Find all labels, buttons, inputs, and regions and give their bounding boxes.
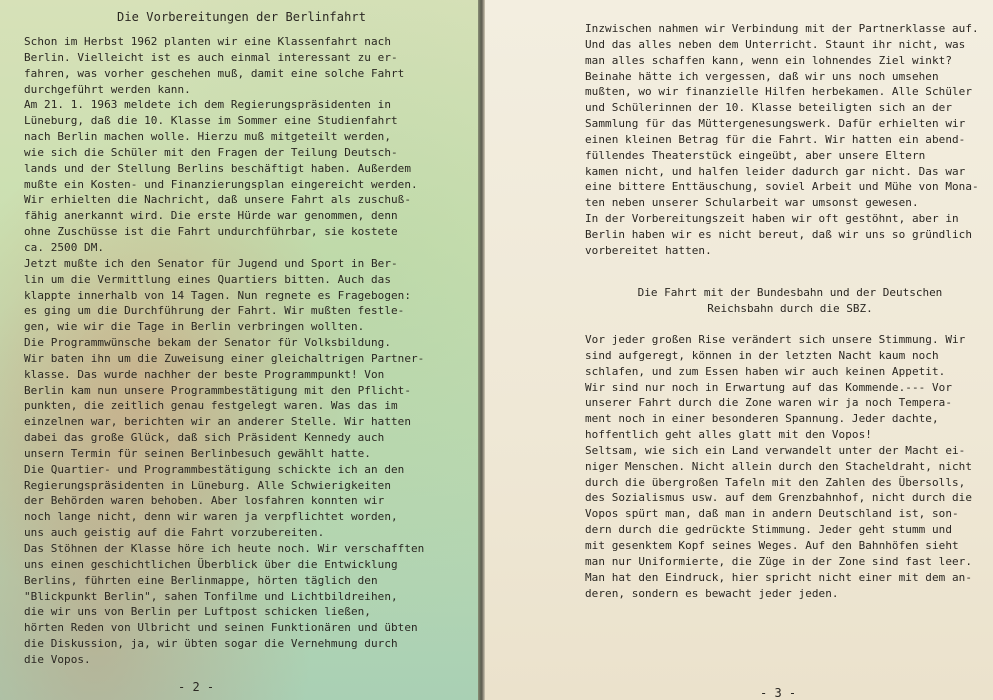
section-heading: Die Fahrt mit der Bundesbahn und der Deutschen Reichsbahn durch die SBZ. bbox=[637, 286, 943, 315]
page-number: - 3 - bbox=[760, 686, 797, 700]
right-page bbox=[485, 0, 993, 700]
page-body-text-bottom: Vor jeder großen Rise verändert sich unsere Stimmung. Wir sind aufgeregt, können in der letzten Nacht kaum noch schlafen, und zum Essen haben wir auch keinen Appetit. Wir sind nur noch in Erwartung auf das Kommende.--- Vor unserer Fahrt durch die Zone waren wir ja noch Tempera- ment noch in einer besonderen Spannung. Jeder dachte, hoffentlich geht alles glatt mit den Vopos! Seltsam, wie sich ein Land verwandelt unter der Macht ei- niger Menschen. Nicht allein durch den Stacheldraht, nicht durch die übergroßen Tafeln mit den Zahlen des Übersolls, des Sozialismus usw. auf dem Grenzbahnhof, nicht durch die Vopos spürt man, daß man in andern Deutschland ist, son- dern durch die gedrückte Stimmung. Jeder geht stumm und mit gesenktem Kopf seines Weges. Auf den Bahnhöfen sieht man nur Uniformierte, die Züge in der Zone sind fast leer. Man hat den Eindruck, hier spricht nicht einer mit dem an- deren, sondern es bewacht jeder jeden. bbox=[585, 333, 973, 600]
page-body-text: Schon im Herbst 1962 planten wir eine Klassenfahrt nach Berlin. Vielleicht ist es auch einmal interessant zu er- fahren, was vorher geschehen muß, damit eine solche Fahrt durchgeführt werden kann. Am 21. 1. 1963 meldete ich dem Regierungspräsidenten in Lüneburg, daß die 10. Klasse im Sommer eine Studienfahrt nach Berlin machen wolle. Hierzu muß mitgeteilt werden, wie sich die Schüler mit den Fragen der Teilung Deutsch- lands und der Stellung Berlins beschäftigt haben. Außerdem mußte ein Kosten- und Finanzierungsplan eingereicht werden. Wir erhielten die Nachricht, daß unsere Fahrt als zuschuß- fähig anerkannt wird. Die erste Hürde war genommen, denn ohne Zuschüsse ist die Fahrt undurchführbar, sie kostete ca. 2500 DM. Jetzt mußte ich den Senator für Jugend und Sport in Ber- lin um die Vermittlung eines Quartiers bitten. Auch das klappte innerhalb von 14 Tagen. Nun regnete es Fragebogen: es ging um die Durchführung der Fahrt. Wir mußten festle- gen, wie wir die Tage in Berlin verbringen wollten. Die Programmwünsche bekam der Senator für Volksbildung. Wir baten ihn um die Zuweisung einer gleichaltrigen Partner- klasse. Das wurde nachher der beste Programmpunkt! Von Berlin kam nun unsere Programmbestätigung mit den Pflicht- punkten, die zeitlich genau festgelegt waren. Was das im einzelnen war, berichten wir an anderer Stelle. Wir hatten dabei das große Glück, daß sich Präsident Kennedy auch unsern Termin für seinen Berlinbesuch gewählt hatte. Die Quartier- und Programmbestätigung schickte ich an den Regierungspräsidenten in Lüneburg. Alle Schwierigkeiten der Behörden waren behoben. Aber losfahren konnten wir noch lange nicht, denn wir waren ja verpflichtet worden, uns auch geistig auf die Fahrt vorzubereiten. Das Stöhnen der Klasse höre ich heute noch. Wir verschafften uns einen geschichtlichen Überblick über die Entwicklung Berlins, führten eine Berlinmappe, hörten täglich den "Blickpunkt Berlin", sahen Tonfilme und Lichtbildreihen, die wir uns von Berlin per Luftpost schicken ließen, hörten Reden von Ulbricht und seinen Funktionären und übten die Diskussion, ja, wir übten sogar die Vernehmung durch die Vopos. bbox=[24, 35, 425, 666]
page-number: - 2 - bbox=[178, 680, 215, 694]
page-heading: Die Vorbereitungen der Berlinfahrt bbox=[117, 10, 367, 24]
page-body-text-top: Inzwischen nahmen wir Verbindung mit der Partnerklasse auf. Und das alles neben dem Unterricht. Staunt ihr nicht, was man alles schaffen kann, wenn ein lohnendes Ziel winkt? Beinahe hätte ich vergessen, daß wir uns noch umsehen mußten, wo wir finanzielle Hilfen herbekamen. Alle Schüler und Schülerinnen der 10. Klasse beteiligten sich an der Sammlung für das Müttergenesungswerk. Dafür erhielten wir einen kleinen Betrag für die Fahrt. Wir hatten ein abend- füllendes Theaterstück eingeübt, aber unsere Eltern kamen nicht, und halfen leider dadurch gar nicht. Das war eine bittere Enttäuschung, soviel Arbeit und Mühe von Mona- ten neben unserer Schularbeit war umsonst gewesen. In der Vorbereitungszeit haben wir oft gestöhnt, aber in Berlin haben wir es nicht bereut, daß wir uns so gründlich vorbereitet hatten. bbox=[585, 22, 979, 257]
left-page bbox=[0, 0, 478, 700]
book-gutter bbox=[478, 0, 485, 700]
